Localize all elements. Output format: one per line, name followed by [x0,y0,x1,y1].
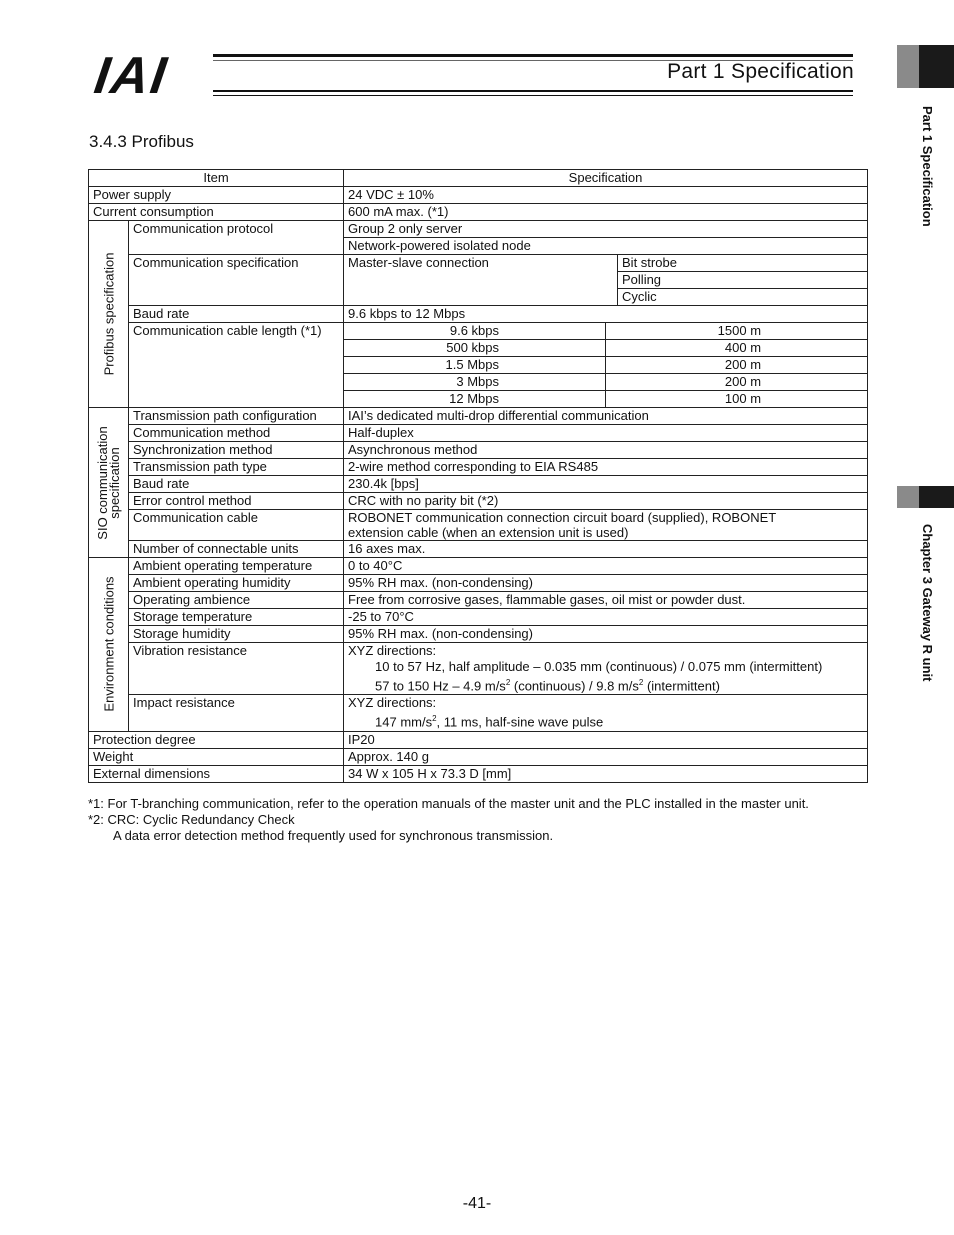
row-label: Current consumption [89,204,344,221]
footnote-1: *1: For T-branching communication, refer to the operation manuals of the master unit and the PLC installed in the master unit. [88,796,809,811]
footnote-2-detail: A data error detection method frequently used for synchronous transmission. [113,828,554,843]
row-value: IAI’s dedicated multi-drop differential communication [344,408,868,425]
row-label: Communication specification [129,255,344,306]
table-row [89,592,868,609]
row-label: Communication cable [129,510,344,541]
row-label: Weight [89,748,344,765]
row-value: 230.4k [bps] [344,476,868,493]
row-label: Ambient operating temperature [129,558,344,575]
row-value: Group 2 only server [344,221,868,238]
side-tab-top-black [919,45,954,88]
row-value: Approx. 140 g [344,748,868,765]
side-tab-top-gray [897,45,919,88]
spec-table [88,169,868,783]
table-row [89,255,868,272]
side-tab-bottom-black [919,486,954,508]
cable-rate: 12 Mbps [344,391,606,408]
table-row [89,476,868,493]
cable-length: 1500 m [606,323,868,340]
row-value: 24 VDC ± 10% [344,187,868,204]
table-row [89,541,868,558]
footnote-2: *2: CRC: Cyclic Redundancy Check [88,812,295,827]
table-row [89,748,868,765]
row-label: Transmission path type [129,459,344,476]
table-row [89,306,868,323]
iai-logo: IAI [90,47,172,105]
side-label-chapter: Chapter 3 Gateway R unit [920,524,935,682]
row-value: ROBONET communication connection circuit board (supplied), ROBONET extension cable (when an extension unit is used) [344,510,868,541]
table-row [89,323,868,340]
row-label: Communication protocol [129,221,344,255]
cable-rate: 9.6 kbps [344,323,606,340]
group-label-profibus: Profibus specification [89,221,129,408]
table-row [89,187,868,204]
cable-rate: 3 Mbps [344,374,606,391]
table-header-row [89,170,868,187]
table-row [89,408,868,425]
row-value: -25 to 70°C [344,609,868,626]
side-tab-bottom-gray [897,486,919,508]
table-row [89,765,868,782]
row-value: Asynchronous method [344,442,868,459]
row-value: XYZ directions: 10 to 57 Hz, half amplitude – 0.035 mm (continuous) / 0.075 mm (intermittent) 57 to 150 Hz – 4.9 $m/s^2$ (continuous) / 9.8 $m/s^2$ (intermittent) [344,643,868,695]
header-item: Item [89,170,344,187]
section-title: 3.4.3 Profibus [89,132,194,151]
table-row [89,558,868,575]
table-row [89,643,868,695]
table-row [89,459,868,476]
row-label: Transmission path configuration [129,408,344,425]
row-value: CRC with no parity bit (*2) [344,493,868,510]
row-label: Communication method [129,425,344,442]
row-label: Synchronization method [129,442,344,459]
row-label: Ambient operating humidity [129,575,344,592]
row-label: Communication cable length (*1) [129,323,344,408]
table-row [89,493,868,510]
spec-mode: Cyclic [618,289,868,306]
header-rule [213,54,853,57]
cable-rate: 1.5 Mbps [344,357,606,374]
header-rule-bottom [213,90,853,92]
group-label-sio: SIO communication specification [89,408,129,558]
row-label: Error control method [129,493,344,510]
row-value: 95% RH max. (non-condensing) [344,626,868,643]
header-rule-bottom-thin [213,95,853,96]
table-row [89,575,868,592]
header-title: Part 1 Specification [667,60,854,83]
table-row [89,510,868,541]
row-value: XYZ directions: 147 $mm/s^2$, 11 ms, half-sine wave pulse [344,695,868,731]
row-label: Storage temperature [129,609,344,626]
row-value: Free from corrosive gases, flammable gases, oil mist or powder dust. [344,592,868,609]
cable-length: 200 m [606,374,868,391]
table-row [89,442,868,459]
row-value: 34 W x 105 H x 73.3 D [mm] [344,765,868,782]
cable-length: 200 m [606,357,868,374]
table-row [89,221,868,238]
row-label: Power supply [89,187,344,204]
table-row [89,731,868,748]
spec-mode: Bit strobe [618,255,868,272]
group-label-environment: Environment conditions [89,558,129,732]
row-value: 0 to 40°C [344,558,868,575]
row-label: Vibration resistance [129,643,344,695]
row-value: 9.6 kbps to 12 Mbps [344,306,868,323]
cable-length: 400 m [606,340,868,357]
row-value: 95% RH max. (non-condensing) [344,575,868,592]
row-label: Impact resistance [129,695,344,731]
row-label: Operating ambience [129,592,344,609]
row-label: Protection degree [89,731,344,748]
side-label-part: Part 1 Specification [920,106,935,227]
row-value: IP20 [344,731,868,748]
row-value: 16 axes max. [344,541,868,558]
row-value: 600 mA max. (*1) [344,204,868,221]
row-label: Storage humidity [129,626,344,643]
row-value: Network-powered isolated node [344,238,868,255]
row-value: 2-wire method corresponding to EIA RS485 [344,459,868,476]
cable-length: 100 m [606,391,868,408]
row-label: Baud rate [129,476,344,493]
row-label: Baud rate [129,306,344,323]
row-value: Master-slave connection [344,255,618,306]
row-value: Half-duplex [344,425,868,442]
cable-rate: 500 kbps [344,340,606,357]
row-label: External dimensions [89,765,344,782]
table-row [89,626,868,643]
table-row [89,609,868,626]
table-row [89,695,868,731]
header-spec: Specification [344,170,868,187]
table-row [89,425,868,442]
spec-mode: Polling [618,272,868,289]
table-row [89,204,868,221]
footnotes [88,796,809,844]
page-number: -41- [462,1195,492,1212]
row-label: Number of connectable units [129,541,344,558]
